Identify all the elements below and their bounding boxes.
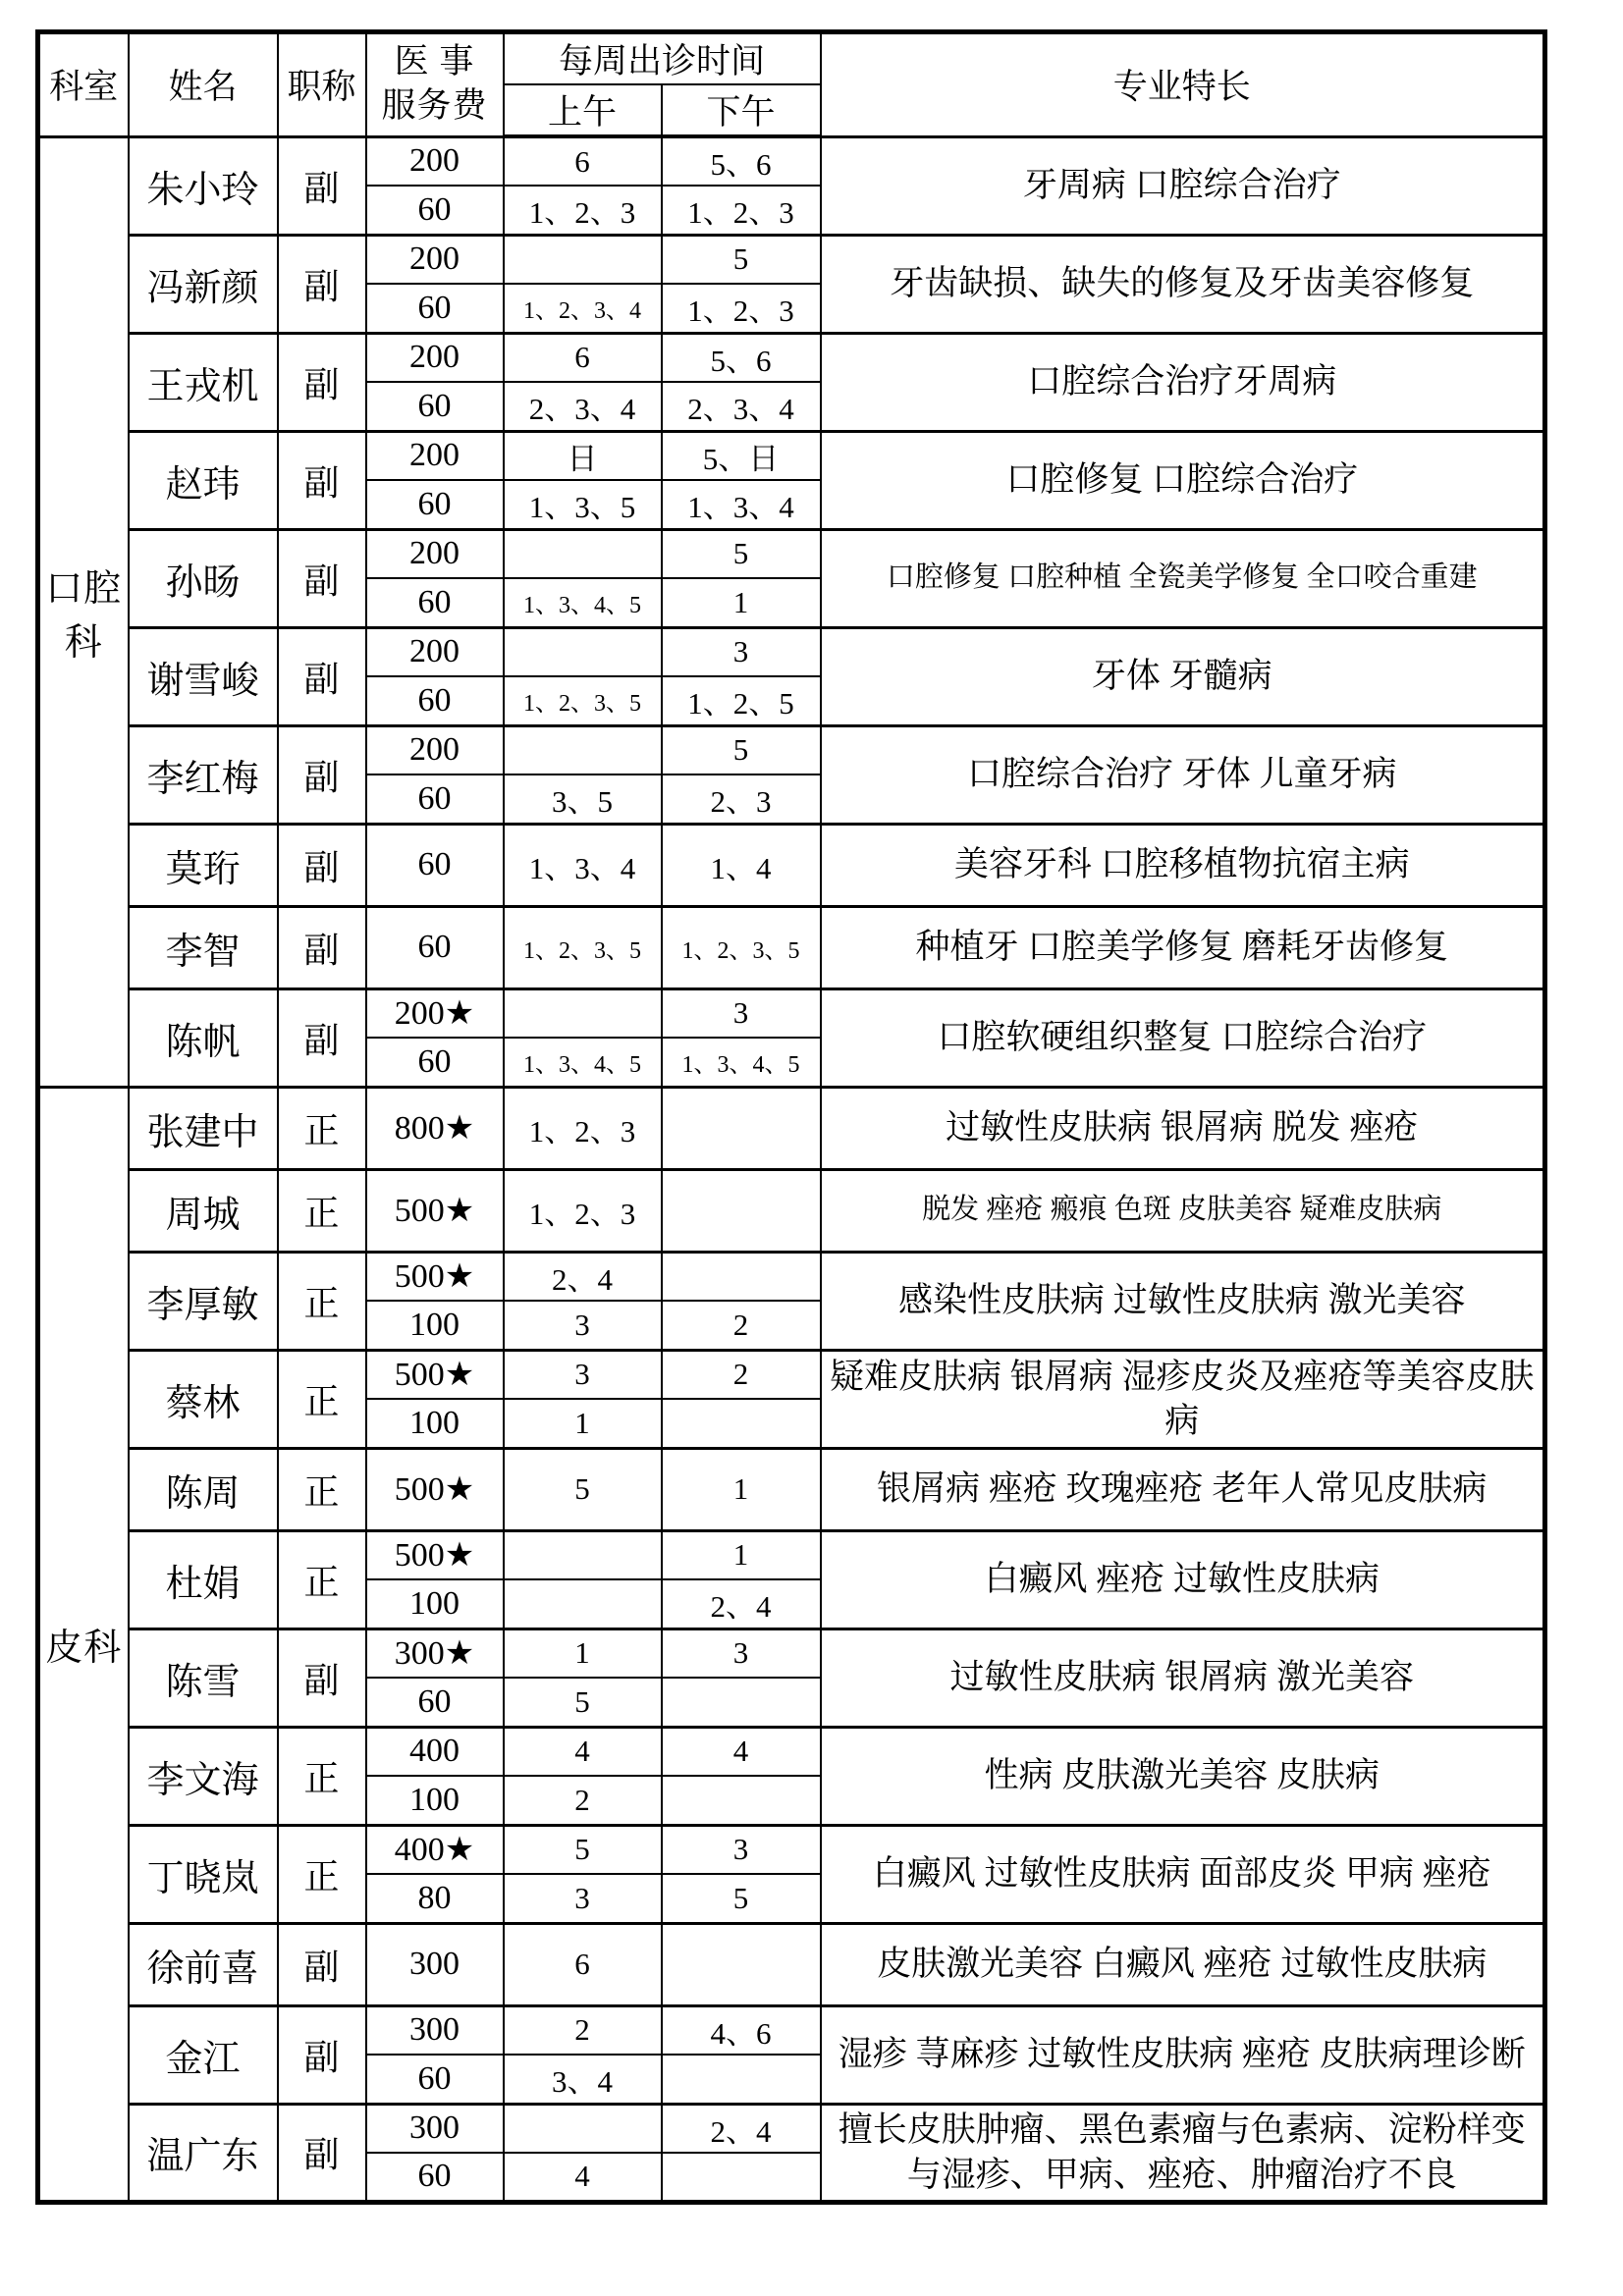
doctor-name: 周城 [129, 1169, 278, 1252]
am-cell: 1、3、4、5 [504, 1038, 662, 1087]
am-cell [504, 529, 662, 578]
pm-cell: 5、日 [662, 431, 821, 480]
header-fee-line2: 服务费 [381, 86, 488, 126]
pm-cell: 5 [662, 1874, 821, 1923]
am-cell: 1、2、3 [504, 1169, 662, 1252]
department-cell: 口腔科 [38, 136, 129, 1087]
am-cell [504, 1579, 662, 1629]
pm-cell: 1、2、3、5 [662, 906, 821, 988]
fee-cell: 60 [366, 284, 504, 333]
pm-cell: 1 [662, 1530, 821, 1579]
header-title: 职称 [278, 32, 366, 137]
fee-cell: 60 [366, 906, 504, 988]
fee-cell: 60 [366, 186, 504, 235]
fee-cell: 200 [366, 136, 504, 186]
doctor-title: 正 [278, 1825, 366, 1923]
doctor-title: 副 [278, 235, 366, 333]
table-row [38, 136, 1545, 186]
am-cell: 3 [504, 1301, 662, 1350]
table-row [38, 529, 1545, 578]
doctor-title: 副 [278, 2005, 366, 2104]
doctor-name: 谢雪峻 [129, 627, 278, 725]
pm-cell: 1、2、3 [662, 284, 821, 333]
doctor-name: 温广东 [129, 2104, 278, 2202]
table-row [38, 1169, 1545, 1252]
doctor-title: 副 [278, 906, 366, 988]
specialty-cell: 擅长皮肤肿瘤、黑色素瘤与色素病、淀粉样变与湿疹、甲病、痤疮、肿瘤治疗不良 [821, 2104, 1545, 2202]
fee-cell: 400★ [366, 1825, 504, 1874]
doctor-title: 副 [278, 136, 366, 235]
pm-cell: 1、3、4、5 [662, 1038, 821, 1087]
doctor-name: 赵玮 [129, 431, 278, 529]
fee-cell: 60 [366, 2153, 504, 2202]
fee-cell: 200 [366, 529, 504, 578]
specialty-cell: 白癜风 痤疮 过敏性皮肤病 [821, 1530, 1545, 1629]
pm-cell: 1、3、4 [662, 480, 821, 529]
header-department: 科室 [38, 32, 129, 137]
pm-cell: 3 [662, 1629, 821, 1678]
am-cell: 6 [504, 136, 662, 186]
table-row [38, 627, 1545, 676]
doctor-title: 正 [278, 1530, 366, 1629]
fee-cell: 500★ [366, 1530, 504, 1579]
am-cell: 1、3、5 [504, 480, 662, 529]
am-cell: 1、2、3 [504, 186, 662, 235]
doctor-name: 蔡林 [129, 1350, 278, 1448]
doctor-name: 李智 [129, 906, 278, 988]
pm-cell: 4 [662, 1727, 821, 1776]
doctor-name: 朱小玲 [129, 136, 278, 235]
am-cell: 5 [504, 1825, 662, 1874]
doctor-title: 正 [278, 1350, 366, 1448]
specialty-cell: 过敏性皮肤病 银屑病 激光美容 [821, 1629, 1545, 1727]
table-row [38, 1448, 1545, 1530]
fee-cell: 80 [366, 1874, 504, 1923]
pm-cell [662, 1399, 821, 1448]
header-name: 姓名 [129, 32, 278, 137]
table-body [38, 32, 1545, 2203]
doctor-title: 副 [278, 627, 366, 725]
fee-cell: 100 [366, 1579, 504, 1629]
fee-cell: 60 [366, 824, 504, 906]
specialty-cell: 疑难皮肤病 银屑病 湿疹皮炎及痤疮等美容皮肤病 [821, 1350, 1545, 1448]
table-row [38, 1923, 1545, 2005]
am-cell: 1、2、3、4 [504, 284, 662, 333]
doctor-name: 莫珩 [129, 824, 278, 906]
doctor-title: 正 [278, 1087, 366, 1169]
header-am: 上午 [504, 84, 662, 136]
doctor-title: 副 [278, 2104, 366, 2202]
pm-cell: 2、3、4 [662, 382, 821, 431]
doctor-title: 正 [278, 1252, 366, 1350]
fee-cell: 200 [366, 235, 504, 284]
table-row [38, 431, 1545, 480]
fee-cell: 60 [366, 774, 504, 824]
pm-cell: 2、4 [662, 2104, 821, 2153]
table-row [38, 1825, 1545, 1874]
pm-cell: 1、2、3 [662, 186, 821, 235]
am-cell: 1、2、3、5 [504, 906, 662, 988]
doctor-title: 副 [278, 333, 366, 431]
doctor-name: 李红梅 [129, 725, 278, 824]
fee-cell: 500★ [366, 1252, 504, 1301]
am-cell: 6 [504, 1923, 662, 2005]
header-specialty: 专业特长 [821, 32, 1545, 137]
fee-cell: 100 [366, 1399, 504, 1448]
am-cell: 3、5 [504, 774, 662, 824]
am-cell: 1、2、3 [504, 1087, 662, 1169]
table-row [38, 1350, 1545, 1399]
pm-cell: 1、2、5 [662, 676, 821, 725]
doctor-title: 副 [278, 529, 366, 627]
am-cell: 3 [504, 1350, 662, 1399]
fee-cell: 100 [366, 1301, 504, 1350]
doctor-title: 副 [278, 1629, 366, 1727]
table-row [38, 2104, 1545, 2153]
am-cell: 2、3、4 [504, 382, 662, 431]
am-cell [504, 725, 662, 774]
table-row [38, 988, 1545, 1038]
pm-cell [662, 1169, 821, 1252]
pm-cell: 3 [662, 627, 821, 676]
am-cell [504, 235, 662, 284]
specialty-cell: 牙齿缺损、缺失的修复及牙齿美容修复 [821, 235, 1545, 333]
schedule-sheet [35, 29, 1547, 2205]
fee-cell: 200 [366, 627, 504, 676]
am-cell: 3、4 [504, 2055, 662, 2104]
doctor-title: 副 [278, 431, 366, 529]
doctor-name: 陈帆 [129, 988, 278, 1087]
department-cell: 皮科 [38, 1087, 129, 2202]
pm-cell: 1、4 [662, 824, 821, 906]
fee-cell: 60 [366, 382, 504, 431]
fee-cell: 800★ [366, 1087, 504, 1169]
doctor-title: 正 [278, 1448, 366, 1530]
doctor-title: 副 [278, 988, 366, 1087]
specialty-cell: 口腔修复 口腔综合治疗 [821, 431, 1545, 529]
doctor-name: 徐前喜 [129, 1923, 278, 2005]
clinic-schedule-table [35, 29, 1547, 2205]
pm-cell: 2、3 [662, 774, 821, 824]
am-cell: 2 [504, 2005, 662, 2055]
am-cell: 5 [504, 1448, 662, 1530]
specialty-cell: 性病 皮肤激光美容 皮肤病 [821, 1727, 1545, 1825]
table-row [38, 1727, 1545, 1776]
table-row [38, 725, 1545, 774]
pm-cell: 5、6 [662, 136, 821, 186]
pm-cell: 5、6 [662, 333, 821, 382]
fee-cell: 200 [366, 333, 504, 382]
fee-cell: 500★ [366, 1350, 504, 1399]
table-row [38, 1530, 1545, 1579]
specialty-cell: 脱发 痤疮 瘢痕 色斑 皮肤美容 疑难皮肤病 [821, 1169, 1545, 1252]
pm-cell: 5 [662, 725, 821, 774]
table-row [38, 1629, 1545, 1678]
pm-cell: 2 [662, 1350, 821, 1399]
pm-cell [662, 1252, 821, 1301]
specialty-cell: 牙周病 口腔综合治疗 [821, 136, 1545, 235]
fee-cell: 500★ [366, 1169, 504, 1252]
pm-cell: 2 [662, 1301, 821, 1350]
pm-cell: 1 [662, 1448, 821, 1530]
table-row [38, 824, 1545, 906]
table-row [38, 906, 1545, 988]
am-cell [504, 1530, 662, 1579]
am-cell: 4 [504, 2153, 662, 2202]
header-row-1 [38, 32, 1545, 85]
header-pm: 下午 [662, 84, 821, 136]
specialty-cell: 美容牙科 口腔移植物抗宿主病 [821, 824, 1545, 906]
pm-cell: 3 [662, 988, 821, 1038]
doctor-name: 李文海 [129, 1727, 278, 1825]
doctor-name: 陈雪 [129, 1629, 278, 1727]
specialty-cell: 皮肤激光美容 白癜风 痤疮 过敏性皮肤病 [821, 1923, 1545, 2005]
am-cell [504, 2104, 662, 2153]
doctor-name: 陈周 [129, 1448, 278, 1530]
fee-cell: 200 [366, 431, 504, 480]
pm-cell: 2、4 [662, 1579, 821, 1629]
specialty-cell: 银屑病 痤疮 玫瑰痤疮 老年人常见皮肤病 [821, 1448, 1545, 1530]
pm-cell [662, 2153, 821, 2202]
fee-cell: 60 [366, 1678, 504, 1727]
pm-cell: 3 [662, 1825, 821, 1874]
fee-cell: 300 [366, 2104, 504, 2153]
header-fee-line1: 医 事 [394, 42, 475, 81]
fee-cell: 200 [366, 725, 504, 774]
fee-cell: 100 [366, 1776, 504, 1825]
specialty-cell: 口腔综合治疗 牙体 儿童牙病 [821, 725, 1545, 824]
pm-cell [662, 2055, 821, 2104]
am-cell: 1、3、4、5 [504, 578, 662, 627]
fee-cell: 60 [366, 578, 504, 627]
fee-cell: 300 [366, 1923, 504, 2005]
doctor-title: 副 [278, 1923, 366, 2005]
am-cell [504, 627, 662, 676]
am-cell: 2、4 [504, 1252, 662, 1301]
doctor-name: 王戎机 [129, 333, 278, 431]
am-cell: 4 [504, 1727, 662, 1776]
specialty-cell: 口腔软硬组织整复 口腔综合治疗 [821, 988, 1545, 1087]
am-cell: 日 [504, 431, 662, 480]
specialty-cell: 口腔修复 口腔种植 全瓷美学修复 全口咬合重建 [821, 529, 1545, 627]
doctor-title: 副 [278, 824, 366, 906]
doctor-title: 正 [278, 1169, 366, 1252]
specialty-cell: 牙体 牙髓病 [821, 627, 1545, 725]
table-row [38, 333, 1545, 382]
am-cell: 2 [504, 1776, 662, 1825]
specialty-cell: 感染性皮肤病 过敏性皮肤病 激光美容 [821, 1252, 1545, 1350]
table-row [38, 1252, 1545, 1301]
doctor-name: 李厚敏 [129, 1252, 278, 1350]
pm-cell [662, 1678, 821, 1727]
am-cell: 1、2、3、5 [504, 676, 662, 725]
table-row [38, 1087, 1545, 1169]
doctor-name: 杜娟 [129, 1530, 278, 1629]
pm-cell [662, 1923, 821, 2005]
pm-cell: 5 [662, 529, 821, 578]
am-cell: 1 [504, 1399, 662, 1448]
am-cell: 6 [504, 333, 662, 382]
am-cell: 3 [504, 1874, 662, 1923]
fee-cell: 400 [366, 1727, 504, 1776]
pm-cell: 4、6 [662, 2005, 821, 2055]
am-cell [504, 988, 662, 1038]
specialty-cell: 湿疹 荨麻疹 过敏性皮肤病 痤疮 皮肤病理诊断 [821, 2005, 1545, 2104]
specialty-cell: 种植牙 口腔美学修复 磨耗牙齿修复 [821, 906, 1545, 988]
specialty-cell: 过敏性皮肤病 银屑病 脱发 痤疮 [821, 1087, 1545, 1169]
specialty-cell: 口腔综合治疗牙周病 [821, 333, 1545, 431]
doctor-name: 孙旸 [129, 529, 278, 627]
fee-cell: 60 [366, 2055, 504, 2104]
am-cell: 5 [504, 1678, 662, 1727]
doctor-name: 金江 [129, 2005, 278, 2104]
fee-cell: 60 [366, 676, 504, 725]
doctor-title: 正 [278, 1727, 366, 1825]
doctor-name: 丁晓岚 [129, 1825, 278, 1923]
table-row [38, 2005, 1545, 2055]
pm-cell [662, 1087, 821, 1169]
header-weekly-schedule: 每周出诊时间 [504, 32, 821, 85]
pm-cell: 1 [662, 578, 821, 627]
table-row [38, 235, 1545, 284]
am-cell: 1、3、4 [504, 824, 662, 906]
pm-cell: 5 [662, 235, 821, 284]
fee-cell: 60 [366, 1038, 504, 1087]
header-fee [366, 32, 504, 137]
doctor-name: 张建中 [129, 1087, 278, 1169]
fee-cell: 200★ [366, 988, 504, 1038]
am-cell: 1 [504, 1629, 662, 1678]
fee-cell: 60 [366, 480, 504, 529]
fee-cell: 300 [366, 2005, 504, 2055]
doctor-title: 副 [278, 725, 366, 824]
fee-cell: 500★ [366, 1448, 504, 1530]
fee-cell: 300★ [366, 1629, 504, 1678]
doctor-name: 冯新颜 [129, 235, 278, 333]
pm-cell [662, 1776, 821, 1825]
specialty-cell: 白癜风 过敏性皮肤病 面部皮炎 甲病 痤疮 [821, 1825, 1545, 1923]
